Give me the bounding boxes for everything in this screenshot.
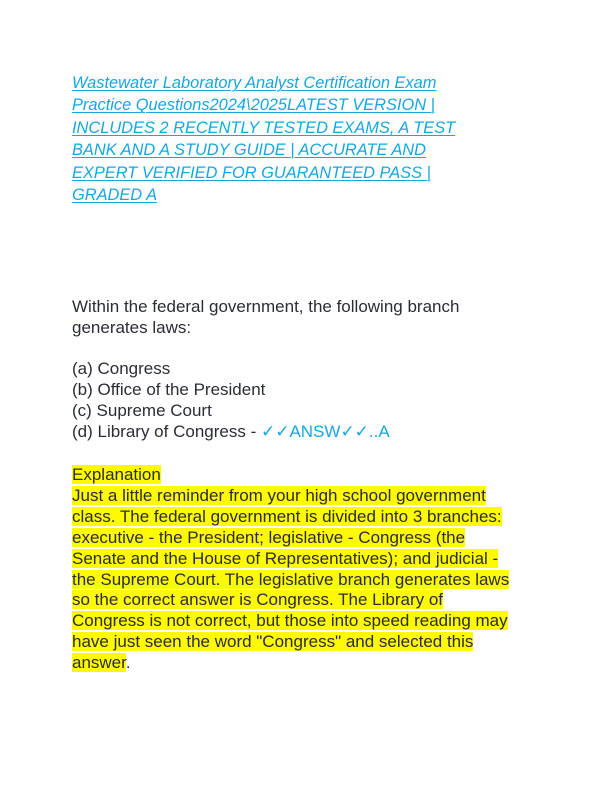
explanation-text: Just a little reminder from your high school government	[72, 485, 486, 505]
option-d-label: (d) Library of Congress -	[72, 422, 261, 441]
explanation-heading: Explanation	[72, 465, 161, 484]
title-line: Practice Questions2024\2025LATEST VERSION |	[72, 96, 435, 115]
question-line: Within the federal government, the following branch	[72, 297, 460, 316]
explanation-line	[72, 486, 542, 507]
explanation-text: so the correct answer is Congress. The Library of	[72, 590, 444, 610]
explanation-end-punct: .	[125, 653, 131, 673]
option-a: (a) Congress	[72, 359, 171, 378]
explanation-line	[72, 653, 542, 674]
explanation-text: have just seen the word "Congress" and selected this	[72, 632, 474, 652]
explanation-text: Senate and the House of Representatives); and judicial -	[72, 548, 499, 568]
explanation-line	[72, 590, 542, 611]
question-line: generates laws:	[72, 318, 192, 337]
explanation-line	[72, 570, 542, 591]
explanation-line	[72, 528, 542, 549]
answer-options	[72, 358, 542, 442]
title-line: GRADED A	[72, 186, 158, 205]
explanation-text: executive - the President; legislative - Congress (the	[72, 527, 466, 547]
explanation-line	[72, 632, 542, 653]
option-d	[72, 421, 542, 442]
explanation-line	[72, 611, 542, 632]
explanation-text: answer	[72, 653, 126, 673]
title-line: EXPERT VERIFIED FOR GUARANTEED PASS |	[72, 163, 431, 182]
answer-marker: ✓✓ANSW✓✓..A	[260, 422, 390, 441]
explanation-block	[72, 465, 542, 674]
explanation-text: class. The federal government is divided into 3 branches:	[72, 506, 502, 526]
document-title-link[interactable]	[72, 72, 512, 206]
option-c: (c) Supreme Court	[72, 401, 212, 420]
explanation-line	[72, 507, 542, 528]
question-text	[72, 296, 542, 338]
title-line: BANK AND A STUDY GUIDE | ACCURATE AND	[72, 141, 426, 160]
explanation-heading-line	[72, 465, 542, 486]
explanation-line	[72, 549, 542, 570]
title-line: Wastewater Laboratory Analyst Certification Exam	[72, 74, 437, 92]
title-line: INCLUDES 2 RECENTLY TESTED EXAMS, A TEST	[72, 118, 456, 137]
explanation-text: the Supreme Court. The legislative branch generates laws	[72, 569, 510, 589]
explanation-text: Congress is not correct, but those into speed reading may	[72, 611, 508, 631]
option-b: (b) Office of the President	[72, 380, 266, 399]
